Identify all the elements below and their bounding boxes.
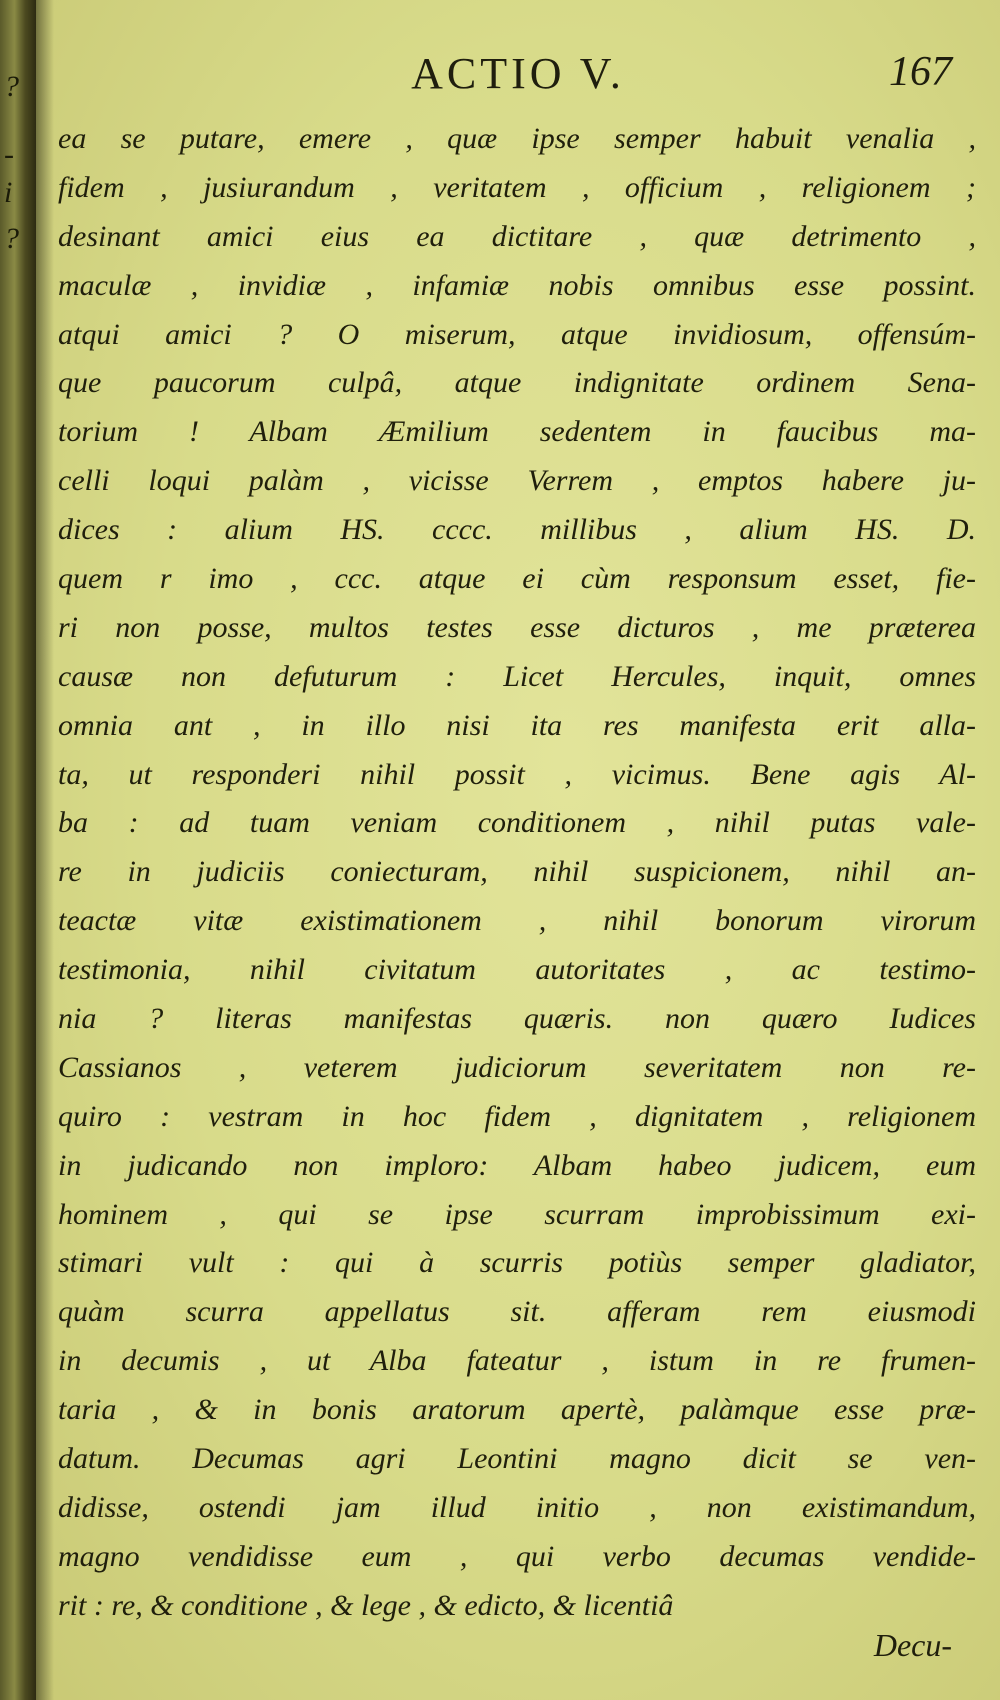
text-line: magno vendidisse eum , qui verbo decumas vendide- [58, 1539, 976, 1573]
text-line: rit : re, & conditione , & lege , & edicto, & licentiâ [58, 1588, 674, 1622]
text-line: nia ? literas manifestas quæris. non quæro Iudices [58, 1002, 976, 1036]
text-line: ea se putare, emere , quæ ipse semper habuit venalia , [58, 122, 976, 155]
page-number: 167 [889, 49, 952, 95]
page-title: ACTIO V. [411, 49, 625, 98]
margin-mark: i [4, 176, 13, 209]
margin-mark: ? [4, 70, 19, 103]
text-line: dices : alium HS. cccc. millibus , alium HS. D. [58, 513, 976, 547]
text-line: hominem , qui se ipse scurram improbissimum exi- [58, 1197, 976, 1231]
text-line: ta, ut responderi nihil possit , vicimus. Bene agis Al- [58, 757, 976, 791]
margin-mark: ? [4, 222, 19, 255]
running-head [36, 48, 1000, 108]
book-page [36, 0, 1000, 1700]
text-line: omnia ant , in illo nisi ita res manifesta erit alla- [58, 708, 976, 742]
text-line: testimonia, nihil civitatum autoritates , ac testimo- [58, 953, 976, 987]
catchword: Decu- [873, 1627, 952, 1663]
text-line: quàm scurra appellatus sit. afferam rem eiusmodi [58, 1295, 976, 1329]
text-line: Cassianos , veterem judiciorum severitatem non re- [58, 1050, 976, 1084]
text-line: datum. Decumas agri Leontini magno dicit se ven- [58, 1442, 976, 1476]
text-line: stimari vult : qui à scurris potiùs semper gladiator, [58, 1246, 976, 1280]
gutter-shadow [36, 0, 54, 1700]
text-line: torium ! Albam Æmilium sedentem in faucibus ma- [58, 415, 976, 449]
text-line: didisse, ostendi jam illud initio , non existimandum, [58, 1490, 976, 1524]
text-line: que paucorum culpâ, atque indignitate ordinem Sena- [58, 366, 976, 400]
text-line: taria , & in bonis aratorum apertè, palàmque esse præ- [58, 1393, 976, 1427]
text-line: maculæ , invidiæ , infamiæ nobis omnibus esse possint. [58, 268, 976, 302]
text-line: causæ non defuturum : Licet Hercules, inquit, omnes [58, 659, 976, 693]
book-spine-gutter [0, 0, 36, 1700]
body-text [58, 115, 976, 1631]
text-line: ba : ad tuam veniam conditionem , nihil putas vale- [58, 806, 976, 840]
text-line: in decumis , ut Alba fateatur , istum in re frumen- [58, 1344, 976, 1378]
text-line: ri non posse, multos testes esse dicturos , me præterea [58, 610, 976, 644]
text-line: teactæ vitæ existimationem , nihil bonorum virorum [58, 904, 976, 938]
text-line: quiro : vestram in hoc fidem , dignitatem , religionem [58, 1099, 976, 1133]
text-line: in judicando non imploro: Albam habeo judicem, eum [58, 1148, 976, 1182]
text-line: fidem , jusiurandum , veritatem , officium , religionem ; [58, 170, 976, 204]
text-line: atqui amici ? O miserum, atque invidiosum, offensúm- [58, 317, 976, 351]
text-line: re in judiciis coniecturam, nihil suspicionem, nihil an- [58, 855, 976, 889]
text-line: desinant amici eius ea dictitare , quæ detrimento , [58, 219, 976, 253]
text-line: celli loqui palàm , vicisse Verrem , emptos habere ju- [58, 464, 976, 498]
margin-mark: - [4, 138, 14, 171]
text-line: quem r imo , ccc. atque ei cùm responsum esset, fie- [58, 562, 976, 596]
